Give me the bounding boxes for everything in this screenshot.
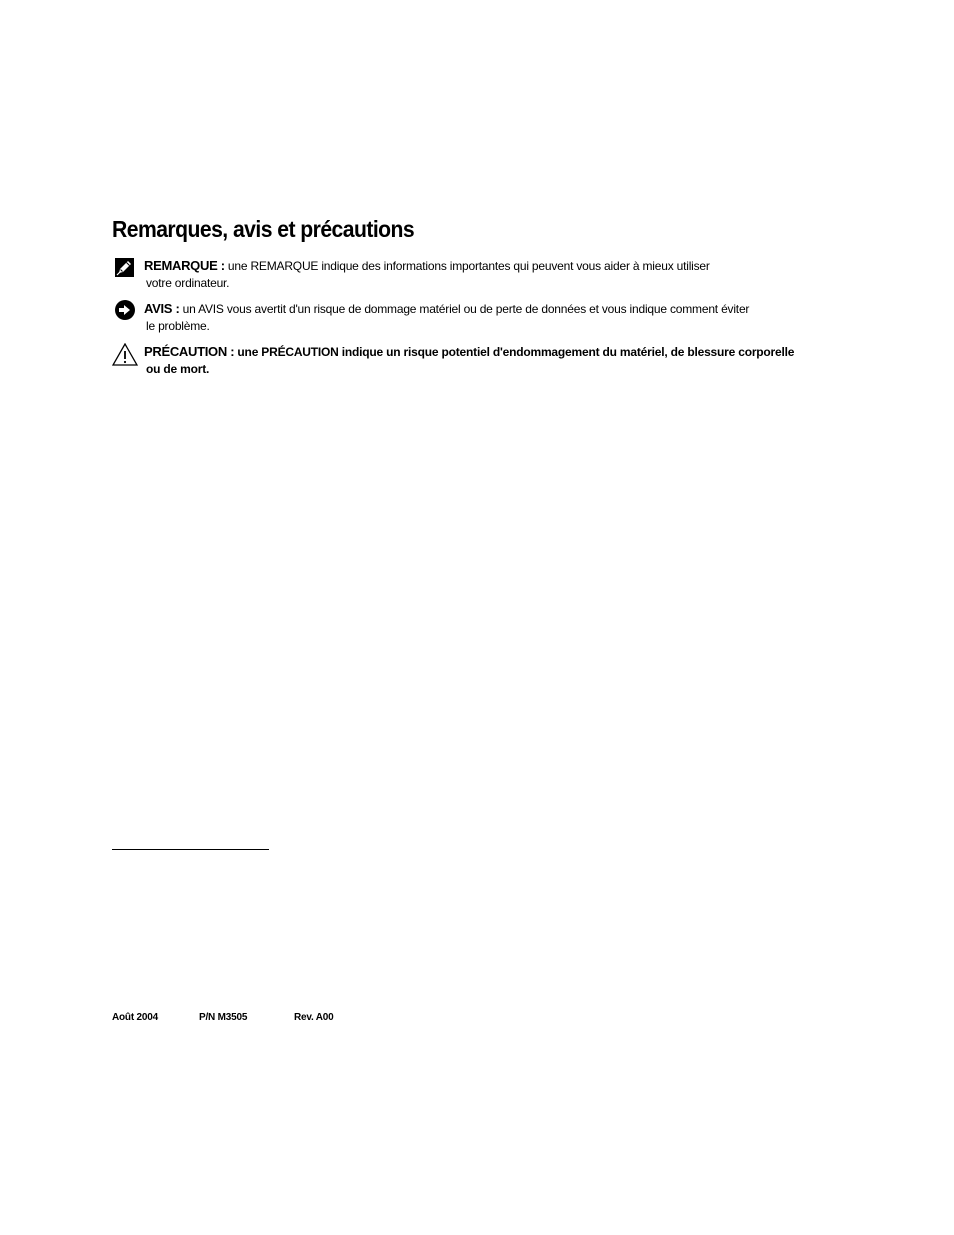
note-avis-line-2: le problème. [146, 319, 210, 333]
pencil-note-icon [112, 257, 136, 281]
notice-arrow-icon [112, 300, 136, 324]
note-avis-text: un AVIS vous avertit d'un risque de dommage matériel ou de perte de données et vous indique comment éviter [179, 302, 750, 316]
footer-revision: Rev. A00 [294, 1012, 334, 1023]
note-precaution-line-1 [144, 343, 824, 361]
note-remarque-label: REMARQUE : [144, 258, 225, 273]
footer-date: Août 2004 [112, 1012, 158, 1023]
note-remarque-line-2: votre ordinateur. [146, 276, 230, 290]
note-precaution-label: PRÉCAUTION : [144, 344, 235, 359]
page-title: Remarques, avis et précautions [112, 216, 415, 242]
footnote-divider [112, 849, 269, 850]
footer-part-number: P/N M3505 [199, 1012, 248, 1023]
note-precaution-text: une PRÉCAUTION indique un risque potentiel d'endommagement du matériel, de blessure corporelle [234, 345, 795, 359]
note-precaution-line-2: ou de mort. [146, 362, 210, 376]
note-remarque-text: une REMARQUE indique des informations importantes qui peuvent vous aider à mieux utiliser [224, 259, 710, 273]
note-remarque-line-1 [144, 257, 824, 275]
caution-triangle-icon [112, 343, 136, 367]
note-avis-line-1 [144, 300, 824, 318]
note-avis-label: AVIS : [144, 301, 180, 316]
